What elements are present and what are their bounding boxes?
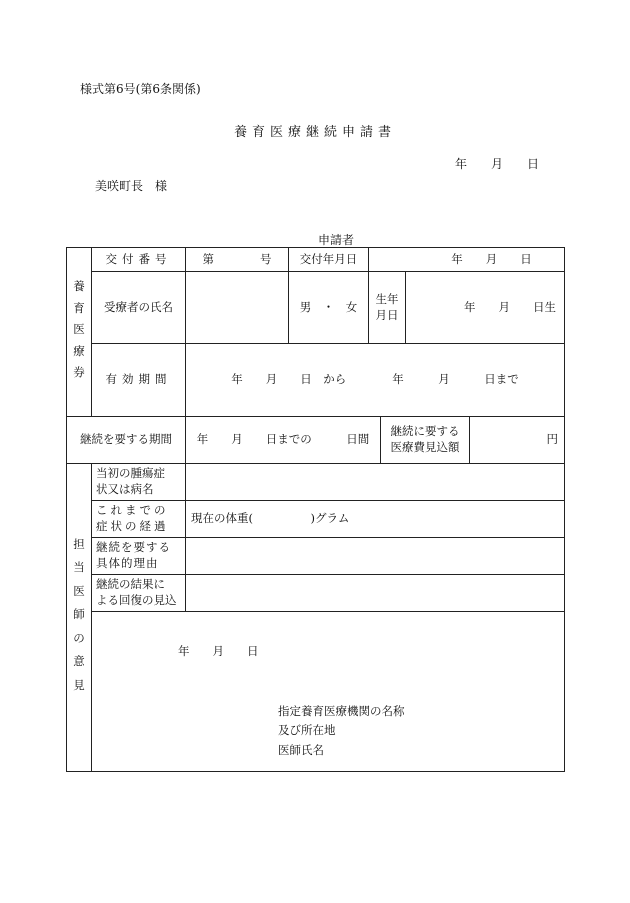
- prospect-label: 継続の結果に よる回復の見込: [96, 577, 177, 607]
- application-date[interactable]: 年 月 日: [455, 157, 540, 171]
- doctor-side-label: [67, 530, 91, 700]
- birth-date-field[interactable]: 年 月 日生: [464, 299, 556, 314]
- birth-label: 生年 月日: [375, 291, 399, 322]
- delivery-number-label: 交付番号: [105, 251, 172, 266]
- side-char: 療: [73, 343, 85, 358]
- side-char: 師: [73, 607, 85, 622]
- reason-field[interactable]: [186, 538, 564, 574]
- side-char: 券: [73, 365, 85, 380]
- side-char: 当: [73, 560, 85, 575]
- patient-name-label: 受療者の氏名: [104, 299, 173, 314]
- continuation-period-field[interactable]: 年 月 日までの 日間: [196, 432, 370, 447]
- address-label: 及び所在地: [278, 723, 336, 737]
- prospect-field[interactable]: [186, 575, 564, 611]
- applicant-label: 申請者: [318, 233, 355, 247]
- doctor-name-label: 医師氏名: [278, 743, 324, 757]
- side-char: 意: [73, 654, 85, 669]
- side-char: 育: [73, 300, 85, 315]
- side-char: 医: [73, 583, 85, 598]
- institution-label: 指定養育医療機関の名称: [278, 704, 405, 718]
- cost-estimate-field[interactable]: 円: [546, 432, 558, 447]
- delivery-number-field[interactable]: 第 号: [202, 251, 272, 266]
- opinion-date[interactable]: 年 月 日: [178, 644, 259, 658]
- cost-estimate-label: 継続に要する 医療費見込額: [390, 424, 460, 454]
- gender-select[interactable]: 男 ・ 女: [299, 299, 358, 314]
- delivery-date-field[interactable]: 年 月 日: [451, 251, 532, 266]
- side-char: 養: [73, 279, 85, 294]
- side-char: の: [73, 630, 85, 645]
- document-title: 養育医療継続申請書: [233, 125, 396, 140]
- progress-label: これまでの 症状の経過: [96, 503, 169, 533]
- weight-field[interactable]: 現在の体重( )グラム: [191, 511, 350, 526]
- ticket-side-label: [67, 270, 91, 390]
- initial-symptom-label: 当初の腫瘍症 状又は病名: [96, 466, 165, 496]
- reason-label: 継続を要する 具体的理由: [96, 540, 171, 570]
- delivery-date-label: 交付年月日: [299, 251, 358, 266]
- initial-symptom-field[interactable]: [186, 464, 564, 500]
- valid-period-label: 有効期間: [105, 372, 172, 387]
- side-char: 担: [73, 536, 85, 551]
- continuation-period-label: 継続を要する期間: [80, 432, 172, 447]
- side-char: 見: [73, 677, 85, 692]
- valid-period-field[interactable]: 年 月 日 から 年 月 日まで: [231, 372, 519, 387]
- form-number: 様式第6号(第6条関係): [80, 82, 201, 96]
- patient-name-field[interactable]: [186, 272, 288, 343]
- addressee: 美咲町長 様: [95, 179, 168, 193]
- side-char: 医: [73, 322, 85, 337]
